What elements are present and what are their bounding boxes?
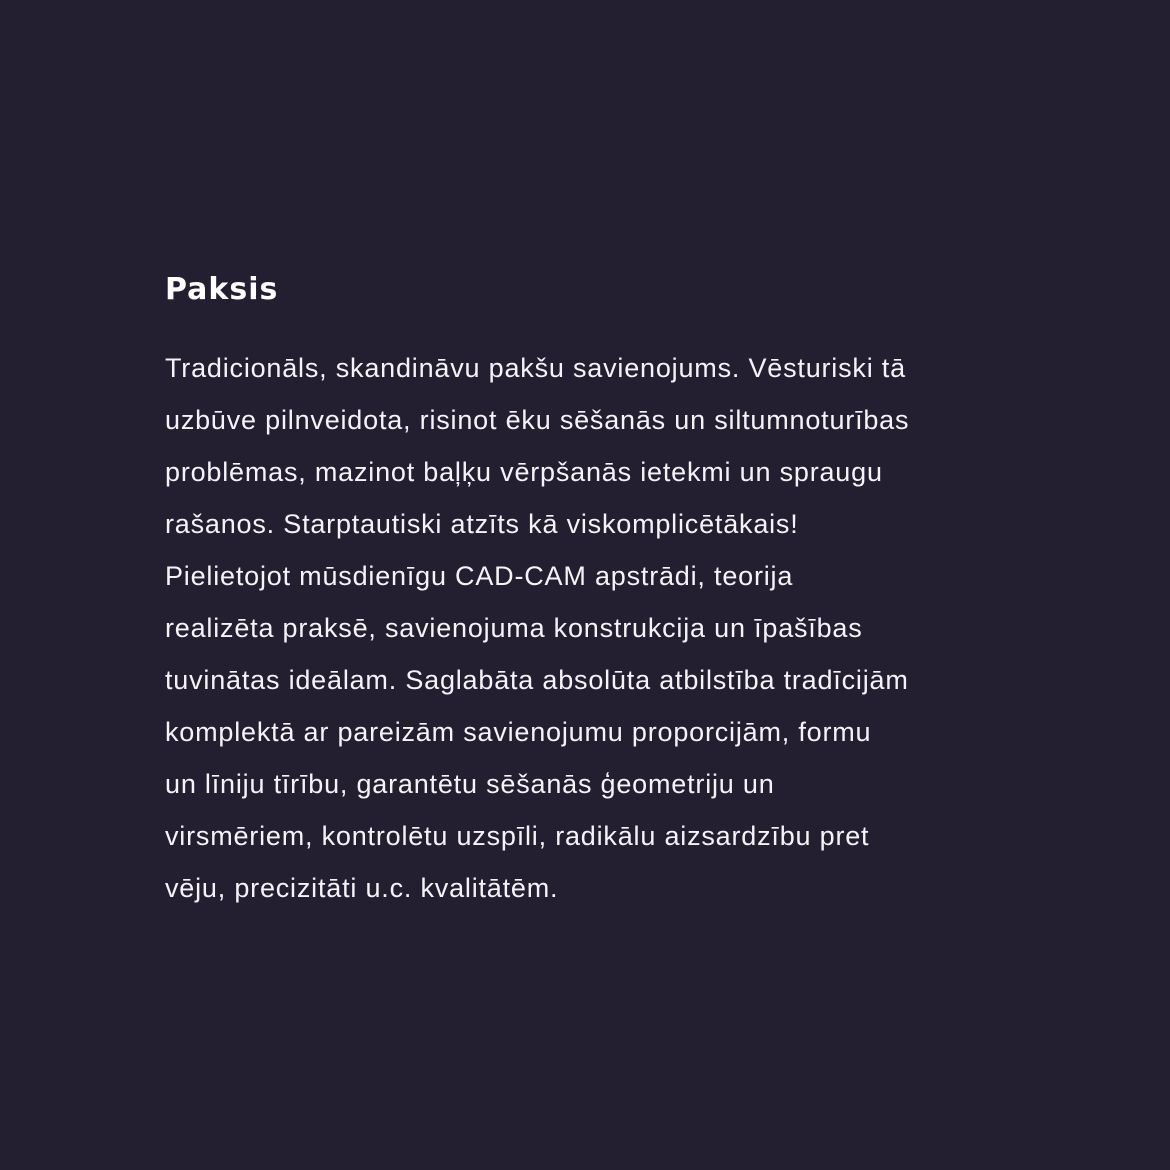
- paragraph-line: uzbūve pilnveidota, risinot ēku sēšanās un siltumnoturības: [165, 405, 910, 435]
- paragraph-line: Tradicionāls, skandināvu pakšu savienojums. Vēsturiski tā: [165, 353, 906, 383]
- text-block: [165, 270, 1025, 914]
- paragraph-line: rašanos. Starptautiski atzīts kā viskomplicētākais!: [165, 509, 799, 539]
- paragraph-line: vēju, precizitāti u.c. kvalitātēm.: [165, 873, 559, 903]
- description-paragraph: [165, 342, 1025, 914]
- paragraph-line: komplektā ar pareizām savienojumu proporcijām, formu: [165, 717, 872, 747]
- paragraph-line: virsmēriem, kontrolētu uzspīli, radikālu aizsardzību pret: [165, 821, 870, 851]
- paragraph-line: realizēta praksē, savienojuma konstrukcija un īpašības: [165, 613, 863, 643]
- paragraph-line: Pielietojot mūsdienīgu CAD-CAM apstrādi, teorija: [165, 561, 794, 591]
- paragraph-line: problēmas, mazinot baļķu vērpšanās ietekmi un spraugu: [165, 457, 883, 487]
- page-title: Paksis: [165, 272, 279, 307]
- paragraph-line: tuvinātas ideālam. Saglabāta absolūta atbilstība tradīcijām: [165, 665, 909, 695]
- paragraph-line: un līniju tīrību, garantētu sēšanās ģeometriju un: [165, 769, 775, 799]
